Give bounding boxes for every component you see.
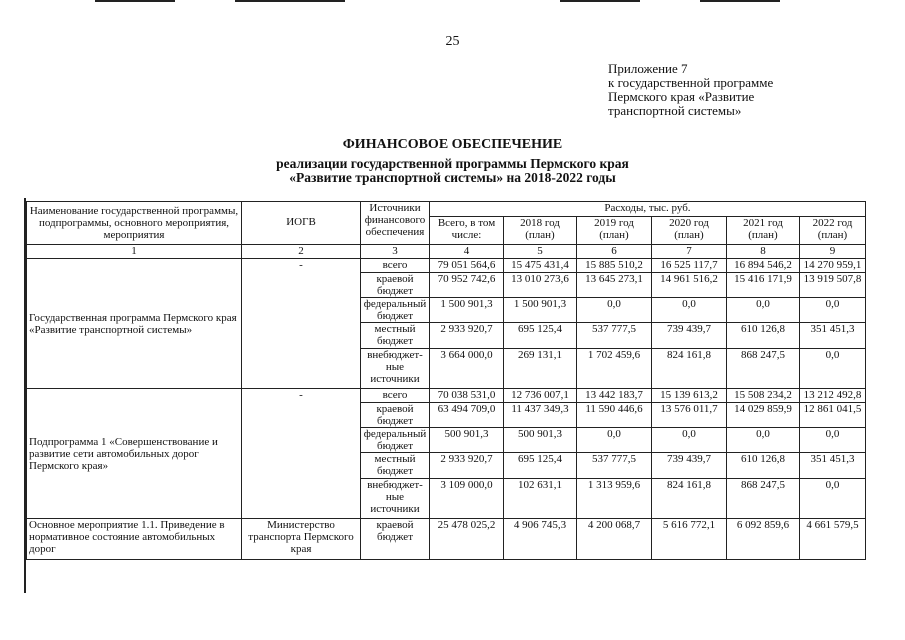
value-cell: 610 126,8 <box>727 323 800 349</box>
source-cell: всего <box>361 259 430 273</box>
header-2019: 2019 год (план) <box>577 217 652 245</box>
column-number: 1 <box>27 245 242 259</box>
value-cell: 15 416 171,9 <box>727 273 800 298</box>
value-cell: 1 500 901,3 <box>430 298 504 323</box>
value-cell: 500 901,3 <box>430 428 504 453</box>
value-cell: 3 109 000,0 <box>430 479 504 519</box>
header-expenses: Расходы, тыс. руб. <box>430 202 866 217</box>
value-cell: 695 125,4 <box>504 323 577 349</box>
value-cell: 13 919 507,8 <box>800 273 866 298</box>
header-2018: 2018 год (план) <box>504 217 577 245</box>
source-cell: краевой бюджет <box>361 403 430 428</box>
value-cell: 695 125,4 <box>504 453 577 479</box>
value-cell: 2 933 920,7 <box>430 453 504 479</box>
value-cell: 11 437 349,3 <box>504 403 577 428</box>
table-body <box>27 259 866 560</box>
source-cell: всего <box>361 389 430 403</box>
program-name-cell: Подпрограмма 1 «Совершенствование и развитие сети автомобильных дорог Пермского края» <box>27 389 242 519</box>
value-cell: 5 616 772,1 <box>652 519 727 560</box>
value-cell: 739 439,7 <box>652 453 727 479</box>
value-cell: 16 894 546,2 <box>727 259 800 273</box>
value-cell: 15 508 234,2 <box>727 389 800 403</box>
value-cell: 25 478 025,2 <box>430 519 504 560</box>
value-cell: 15 885 510,2 <box>577 259 652 273</box>
source-cell: краевой бюджет <box>361 519 430 560</box>
value-cell: 0,0 <box>652 298 727 323</box>
value-cell: 4 200 068,7 <box>577 519 652 560</box>
document-subtitle <box>0 157 905 185</box>
header-name: Наименование государственной программы, подпрограммы, основного мероприятия, мероприятия <box>27 202 242 245</box>
value-cell: 500 901,3 <box>504 428 577 453</box>
column-number: 6 <box>577 245 652 259</box>
table-row <box>27 259 866 273</box>
value-cell: 0,0 <box>800 349 866 389</box>
iogv-cell: - <box>242 389 361 519</box>
value-cell: 13 010 273,6 <box>504 273 577 298</box>
value-cell: 1 500 901,3 <box>504 298 577 323</box>
program-name-cell: Основное мероприятие 1.1. Приведение в нормативное состояние автомобильных дорог <box>27 519 242 560</box>
value-cell: 4 906 745,3 <box>504 519 577 560</box>
value-cell: 14 029 859,9 <box>727 403 800 428</box>
value-cell: 16 525 117,7 <box>652 259 727 273</box>
column-number: 3 <box>361 245 430 259</box>
value-cell: 0,0 <box>800 479 866 519</box>
value-cell: 11 590 446,6 <box>577 403 652 428</box>
value-cell: 6 092 859,6 <box>727 519 800 560</box>
appendix-line: Приложение 7 <box>608 61 688 76</box>
header-2022: 2022 год (план) <box>800 217 866 245</box>
header-sources: Источники финансового обеспечения <box>361 202 430 245</box>
header-2021: 2021 год (план) <box>727 217 800 245</box>
column-number: 7 <box>652 245 727 259</box>
header-2020: 2020 год (план) <box>652 217 727 245</box>
scan-edge-line <box>560 0 640 2</box>
value-cell: 0,0 <box>652 428 727 453</box>
value-cell: 351 451,3 <box>800 453 866 479</box>
value-cell: 868 247,5 <box>727 479 800 519</box>
value-cell: 15 475 431,4 <box>504 259 577 273</box>
value-cell: 0,0 <box>800 298 866 323</box>
source-cell: внебюджет-ные источники <box>361 479 430 519</box>
value-cell: 79 051 564,6 <box>430 259 504 273</box>
scan-edge-line <box>235 0 345 2</box>
value-cell: 2 933 920,7 <box>430 323 504 349</box>
column-number: 8 <box>727 245 800 259</box>
table-row <box>27 519 866 560</box>
value-cell: 537 777,5 <box>577 453 652 479</box>
table-row <box>27 389 866 403</box>
value-cell: 13 645 273,1 <box>577 273 652 298</box>
subtitle-line: реализации государственной программы Пермского края <box>276 156 629 171</box>
value-cell: 14 270 959,1 <box>800 259 866 273</box>
value-cell: 14 961 516,2 <box>652 273 727 298</box>
source-cell: краевой бюджет <box>361 273 430 298</box>
column-number: 9 <box>800 245 866 259</box>
scan-edge-line <box>700 0 780 2</box>
value-cell: 4 661 579,5 <box>800 519 866 560</box>
subtitle-line: «Развитие транспортной системы» на 2018-2022 годы <box>289 170 616 185</box>
value-cell: 537 777,5 <box>577 323 652 349</box>
header-iogv: ИОГВ <box>242 202 361 245</box>
value-cell: 739 439,7 <box>652 323 727 349</box>
value-cell: 1 313 959,6 <box>577 479 652 519</box>
value-cell: 70 952 742,6 <box>430 273 504 298</box>
source-cell: внебюджет-ные источники <box>361 349 430 389</box>
financing-table <box>26 201 866 560</box>
source-cell: местный бюджет <box>361 323 430 349</box>
appendix-line: транспортной системы» <box>608 103 742 118</box>
iogv-cell: - <box>242 259 361 389</box>
iogv-cell: Министерство транспорта Пермского края <box>242 519 361 560</box>
column-number: 5 <box>504 245 577 259</box>
column-number: 4 <box>430 245 504 259</box>
value-cell: 351 451,3 <box>800 323 866 349</box>
appendix-note <box>608 62 773 118</box>
value-cell: 824 161,8 <box>652 349 727 389</box>
value-cell: 70 038 531,0 <box>430 389 504 403</box>
value-cell: 63 494 709,0 <box>430 403 504 428</box>
value-cell: 0,0 <box>800 428 866 453</box>
value-cell: 1 702 459,6 <box>577 349 652 389</box>
value-cell: 0,0 <box>727 298 800 323</box>
value-cell: 868 247,5 <box>727 349 800 389</box>
value-cell: 0,0 <box>727 428 800 453</box>
value-cell: 610 126,8 <box>727 453 800 479</box>
header-total: Всего, в том числе: <box>430 217 504 245</box>
scan-edge-line <box>95 0 175 2</box>
value-cell: 15 139 613,2 <box>652 389 727 403</box>
value-cell: 13 442 183,7 <box>577 389 652 403</box>
value-cell: 824 161,8 <box>652 479 727 519</box>
column-number: 2 <box>242 245 361 259</box>
source-cell: местный бюджет <box>361 453 430 479</box>
value-cell: 12 736 007,1 <box>504 389 577 403</box>
value-cell: 102 631,1 <box>504 479 577 519</box>
value-cell: 12 861 041,5 <box>800 403 866 428</box>
source-cell: федеральный бюджет <box>361 298 430 323</box>
value-cell: 13 576 011,7 <box>652 403 727 428</box>
value-cell: 0,0 <box>577 298 652 323</box>
value-cell: 269 131,1 <box>504 349 577 389</box>
source-cell: федеральный бюджет <box>361 428 430 453</box>
appendix-line: Пермского края «Развитие <box>608 89 755 104</box>
value-cell: 0,0 <box>577 428 652 453</box>
document-title: ФИНАНСОВОЕ ОБЕСПЕЧЕНИЕ <box>342 137 563 152</box>
value-cell: 3 664 000,0 <box>430 349 504 389</box>
value-cell: 13 212 492,8 <box>800 389 866 403</box>
page-number: 25 <box>445 34 460 49</box>
appendix-line: к государственной программе <box>608 75 774 90</box>
program-name-cell: Государственная программа Пермского края «Развитие транспортной системы» <box>27 259 242 389</box>
